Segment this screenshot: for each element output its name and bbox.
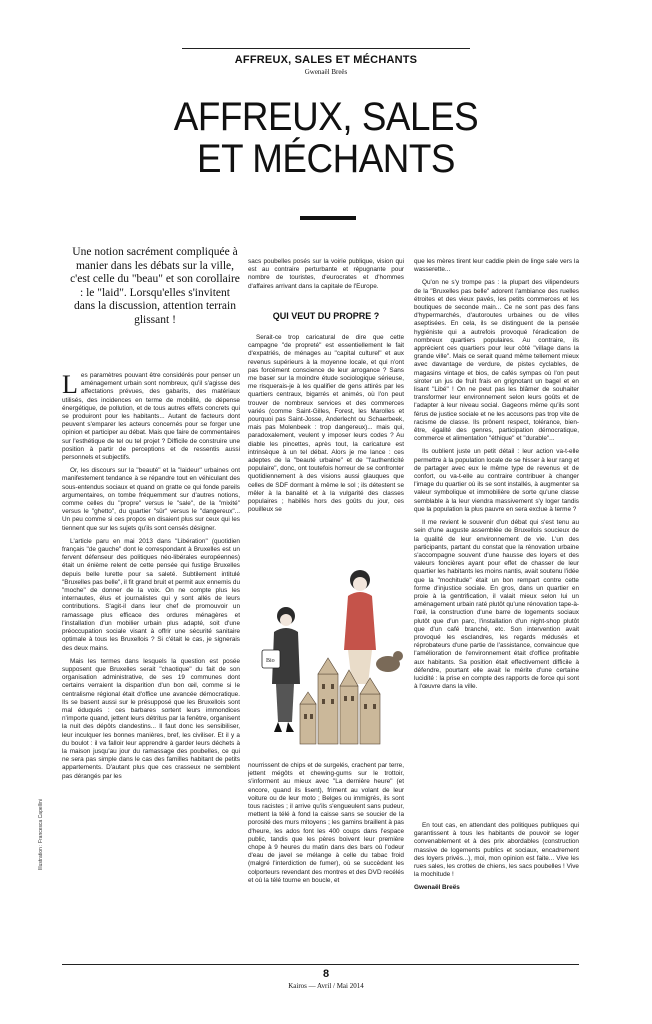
paragraph: sacs poubelles posés sur la voirie publique, vision qui est au contraire perturbante et répugnante pour nombre de touristes, d'eurocrates et d'hommes d'affaires arrivant dans la capitale de l'Europe. <box>248 258 404 290</box>
woman-right-figure <box>344 570 403 684</box>
paragraph: Mais les termes dans lesquels la question est posée supposent que Bruxelles serait "chaotique" du fait de son organisation administrative, de ses 19 communes dont certains verraient la disparition d'un bon œil, comme si le centralisme régional était d'office une avancée démocratique. Ils se basent aussi sur le présupposé que les Bruxellois sont mal éduqués : ces barbares sortent leurs immondices n'importe quand, jettent leurs détritus par la fenêtre, organisent la nuit des dépôts clandestins... Il faut donc les sensibiliser, leur inculquer les bonnes manières, bref, les civiliser. Et il y a du boulot : il va falloir leur apprendre à garder leurs déchets à la maison jusqu'au jour du ramassage des poubelles, ce qui ne sera pas simple dans le cas des familles habitant de petits appartements. D'autant plus que ces crasseux ne semblent pas dérangés par les <box>62 657 240 780</box>
paragraph-text: es paramètres pouvant être considérés pour penser un aménagement urbain sont nombreux, qu'il s'agisse des affectations prévues, des gabarits, des matériaux utilisés, des incidences en terme de mobilité, de dépense énergétique, de pollution, et de tous autres effets concrets qui se produiront pour les habitants... Autant de facteurs dont peuvent s'emparer les acteurs concernés pour se forger une opinion et participer au débat. Mais que faire de commentaires sur l'esthétique de tel ou tel projet ? Difficile de construire une position à partir de perceptions et de ressentis aussi personnels et subjectifs. <box>62 372 240 462</box>
paragraph: nourrissent de chips et de surgelés, crachent par terre, jettent mégôts et chewing-gums sur le trottoir, s'informent au mieux avec "La dernière heure" (et encore, quand ils lisent), friment au volant de leur voiture ou de leur moto ; Belges ou immigrés, ils sont tous racistes ; il arrive qu'ils s'engueulent sans pudeur, mettent la télé à fond la caisse sans se soucier de la porosité des murs mitoyens ; les gamins braillent à pas d'heure, les ados font les 400 coups dans l'espace public, tandis que les pères boivent leur première chope à 9 heures du matin dans des bars où l'odeur d'eau de javel se mélange à celle du tabac froid (malgré l'interdiction de fumer), où se succèdent les colporteurs revendant des montres et des DVD recélés et où la télé tourne en boucle, et <box>248 762 404 884</box>
signature: Gwenaël Breës <box>414 884 460 892</box>
issue-line: Kairos — Avril / Mai 2014 <box>288 982 364 990</box>
headline <box>26 96 626 180</box>
article-column-2-top <box>248 258 404 308</box>
headline-line-1: AFFREUX, SALES <box>173 95 479 139</box>
page-number: 8 <box>322 968 330 980</box>
paragraph: Ils oublient juste un petit détail : leur action va-t-elle permettre à la population locale de se hisser à leur rang et de partager avec eux le même type de revenus et de confort, ou va-t-elle au contraire contribuer à changer l'image du quartier où ils se sont installés, à augmenter sa valeur symbolique et immobilière de sorte qu'une classe semblable à la leur viendra massivement s'y loger tandis que la population la plus pauvre en sera exclue à terme ? <box>414 448 579 513</box>
running-header <box>0 54 652 76</box>
paragraph: Serait-ce trop caricatural de dire que cette campagne "de propreté" est essentiellement le fait d'expatriés, de ménages au "capital culturel" et aux revenus supérieurs à la moyenne locale, et qui n'ont pas forcément conscience de leur arrogance ? Sans me baser sur la moindre étude sociologique sérieuse, me risquerais-je à les qualifier de gens attirés par les quartiers centraux, bigarrés et animés, où l'on peut trouver de nombreux services et des commerces variés (comme Saint-Gilles, Forest, les Marolles et pourquoi pas Saint-Josse, Anderlecht ou Schaerbeek, mais pas Molenbeek : trop dangereux)... mais qui, paradoxalement, veulent y imposer leurs codes ? Au diable les pincettes, après tout, la caricature est intrinsèque à un tel débat. Alors je me lance : ces adeptes de la "beauté urbaine" et de "l'authenticité populaire", donc, ont toutefois horreur de se confronter quotidiennement à des visions aussi glauques que celles de SDF dormant à même le sol ; ils détestent se mêler à la banalité et à la vulgarité des classes populaires ; habillés hors des goûts du jour, ces pouilleux se <box>248 334 404 514</box>
paragraph: Qu'on ne s'y trompe pas : la plupart des vilipendeurs de la "Bruxelles pas belle" adorent l'ambiance des ruelles étroites et des vieux pavés, les petits commerces et les boutiques de seconde main... Ce ne sont pas des fans d'hypermarchés, d'autoroutes urbaines ou de villes aseptisées. En cela, ils se distinguent de la pensée hygiéniste qui a autrefois provoqué l'éradication de nombreux quartiers populaires. Au contraire, ils apprécient ces quartiers pour leur côté "village dans la grande ville". Mais ce serait quand même tellement mieux avec davantage de verdure, de pistes cyclables, de magasins vintage et bios, de cafés sympas où l'on peut siroter un jus de fruit frais en grignotant un bagel et en lisant "Libé" ! On ne peut pas les blâmer de souhaiter transformer leur environnement selon leurs goûts et de l'adapter à leur niveau social. Gageons même qu'ils sont férus de justice sociale et ne les accusons pas trop vite de racisme de classe. Ils prônent respect, tolérance, bien-être, égalité des genres, participation démocratique, commerce et alimentation "éthique" et "durable"... <box>414 279 579 443</box>
headline-bar <box>300 216 356 220</box>
running-author: Gwenaël Breës <box>304 68 348 76</box>
paragraph <box>62 372 240 462</box>
paragraph: Or, les discours sur la "beauté" et la "laideur" urbaines ont manifestement tendance à se répandre tout en véhiculant des sous-entendus sociaux et quand on gratte ce qui fonde pareils argumentaires, on tombe fréquemment sur d'autres notions, comme celles du "propre" versus le "sale", de la "mixité" versus le "ghetto", du quartier "sûr" versus le "dangereux"... Un peu comme si ces propos en disaient plus sur ceux qui les tiennent que sur les sujets qu'ils sont censés désigner. <box>62 467 240 532</box>
section-title: QUI VEUT DU PROPRE ? <box>272 311 380 321</box>
paragraph: L'article paru en mai 2013 dans "Libération" (quotidien français "de gauche" dont le correspondant à Bruxelles est un fervent défenseur des politiques néo-libérales européennes) était un énième relent de cette pensée qui fustige Bruxelles depuis belle lurette pour sa saleté. Subtilement intitulé "Bruxelles pas belle", il fit grand bruit et permit aux ennemis du "moche" de donner de la voix. On ne compte plus les internautes, élus et journalistes qui y sont allés de leurs contributions. S'agit-il dans leur chef de promouvoir un ramassage plus efficace des ordures ménagères et l'installation d'un mobilier urbain plus adapté, soit d'une préoccupation sociale visant à offrir une sécurité sanitaire optimale à tous les Bruxellois ? Si c'était le cas, je signerais des deux mains. <box>62 537 240 652</box>
footer-rule <box>62 964 579 965</box>
article-column-3 <box>414 258 579 818</box>
paragraph: Il me revient le souvenir d'un débat qui s'est tenu au sein d'une auguste assemblée de Bruxellois soucieux de la qualité de leur environnement de vie. L'un des participants, partant du constat que la rénovation urbaine s'accompagne souvent d'une hausse des loyers et des valeurs foncières ayant pour effet de chasser de leur quartier les habitants les moins nantis, avait soutenu l'idée que la "mochitude" était un bon rempart contre cette forme d'injustice sociale. En gros, dans un quartier en proie à la gentrification, il valait mieux selon lui un aménagement urbain raté plutôt qu'une rénovation tape-à-l'œil, la construction d'une barre de logements sociaux plutôt que d'un parc, l'installation d'un night-shop plutôt que d'un café branché, etc. Son intervention avait provoqué les esclandres, les regards médusés et réprobateurs d'une partie de l'assistance, convaincue que l'amélioration de l'environnement était d'office profitable aux habitants. Sa position était effectivement difficile à défendre, pourtant elle avait le mérite d'une certaine lucidité : la prise en compte des rapports de force qui sont à l'œuvre dans la ville. <box>414 519 579 691</box>
woman-left-figure <box>262 607 300 732</box>
article-column-2-middle <box>248 334 404 552</box>
running-title: AFFREUX, SALES ET MÉCHANTS <box>234 54 418 66</box>
illustration <box>248 554 408 758</box>
bag-label: Bio <box>266 658 275 664</box>
dropcap: L <box>62 372 78 399</box>
article-column-1 <box>62 372 240 952</box>
article-column-3-bottom <box>414 822 579 950</box>
paragraph: que les mères tirent leur caddie plein de linge sale vers la wasserette... <box>414 258 579 274</box>
illustration-credit: Illustration : Francesca Capellini <box>38 799 44 870</box>
paragraph: En tout cas, en attendant des politiques publiques qui garantissent à tous les habitants de pouvoir se loger convenablement et à des prix abordables (construction massive de logements publics et sociaux, encadrement des loyers privés...), moi, mon opinion est faite... Vive les rues sales, les crottes de chiens, les sacs poubelles ! Vive la mochitude ! <box>414 822 579 879</box>
header-rule <box>182 48 470 49</box>
article-column-2-bottom <box>248 762 404 958</box>
lead-paragraph: Une notion sacrément compliquée à manier dans les débats sur la ville, c'est celle du "beau" et son corollaire : le "laid". Lorsqu'elles s'invitent dans la discussion, attention terrain glissant ! <box>70 246 240 326</box>
headline-line-2: ET MÉCHANTS <box>196 137 456 181</box>
